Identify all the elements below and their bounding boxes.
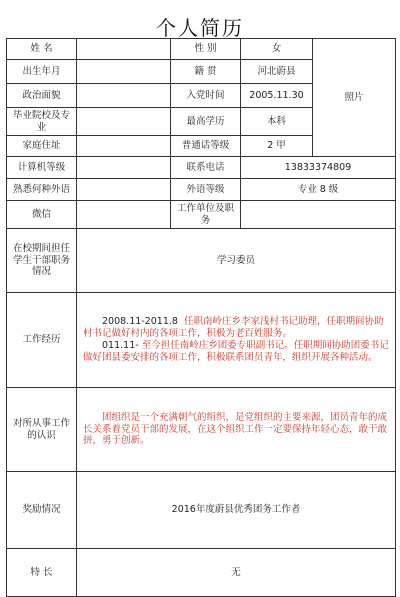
foreign-level-label: 外语等级	[171, 179, 241, 201]
work-period-2-date: 011.11-	[102, 340, 139, 351]
gender-label: 性 别	[171, 39, 241, 60]
address-value	[77, 136, 171, 157]
education-value: 本科	[241, 108, 313, 136]
page-title: 个人简历	[156, 16, 244, 40]
name-label: 姓 名	[7, 39, 77, 60]
work-experience-content	[77, 293, 396, 388]
address-label: 家庭住址	[7, 136, 77, 157]
understanding-label: 对所从事工作的认识	[7, 388, 77, 472]
understanding-text: 团组织是一个充满朝气的组织，是党组织的主要来源，团员青年的成长关系着党员干部的发展，在这个组织工作一定要保持年轻心态，敢干敢拼，勇于创新。	[83, 411, 388, 447]
party-date-value: 2005.11.30	[241, 84, 313, 108]
student-cadre-value: 学习委员	[77, 229, 396, 293]
wechat-label: 微信	[7, 201, 77, 229]
birth-label: 出生年月	[7, 60, 77, 84]
foreign-lang-value	[77, 179, 171, 201]
specialty-value: 无	[77, 549, 396, 597]
row-work-experience	[7, 293, 396, 388]
work-experience-label: 工作经历	[7, 293, 77, 388]
school-value	[77, 108, 171, 136]
row-computer	[7, 157, 396, 179]
mandarin-label: 普通话等级	[171, 136, 241, 157]
party-date-label: 入党时间	[171, 84, 241, 108]
name-value	[77, 39, 171, 60]
computer-value	[77, 157, 171, 179]
phone-label: 联系电话	[171, 157, 241, 179]
wechat-value	[77, 201, 171, 229]
resume-table	[6, 38, 396, 597]
specialty-label: 特 长	[7, 549, 77, 597]
work-unit-value	[241, 201, 396, 229]
foreign-lang-label: 熟悉何种外语	[7, 179, 77, 201]
row-name	[7, 39, 396, 60]
student-cadre-label: 在校期间担任学生干部职务情况	[7, 229, 77, 293]
phone-value: 13833374809	[241, 157, 396, 179]
row-foreign	[7, 179, 396, 201]
understanding-content	[77, 388, 396, 472]
education-label: 最高学历	[171, 108, 241, 136]
work-period-2-text: 至今担任南岭庄乡团委专职副书记。任职期间协助团委书记做好团县委安排的各项工作，积极联系团员青年，组织开展各种活动。	[83, 340, 389, 363]
row-specialty	[7, 549, 396, 597]
row-understanding	[7, 388, 396, 472]
work-experience-paragraph-1	[83, 316, 389, 340]
mandarin-value: 2 甲	[241, 136, 313, 157]
row-student-cadre	[7, 229, 396, 293]
political-label: 政治面貌	[7, 84, 77, 108]
origin-value: 河北蔚县	[241, 60, 313, 84]
row-wechat	[7, 201, 396, 229]
work-experience-paragraph-2	[83, 340, 389, 364]
school-label: 毕业院校及专业	[7, 108, 77, 136]
political-value	[77, 84, 171, 108]
foreign-level-value: 专业 8 级	[241, 179, 396, 201]
work-unit-label: 工作单位及职务	[171, 201, 241, 229]
awards-value: 2016年度蔚县优秀团务工作者	[77, 472, 396, 549]
work-period-1-text: 任职南岭庄乡李家浅村书记助理，任职期间协助村书记做好村内的各项工作，积极为老百姓服务。	[83, 316, 384, 340]
photo-cell: 照片	[313, 39, 396, 157]
origin-label: 籍 贯	[171, 60, 241, 84]
row-awards	[7, 472, 396, 549]
awards-label: 奖励情况	[7, 472, 77, 549]
computer-label: 计算机等级	[7, 157, 77, 179]
birth-value	[77, 60, 171, 84]
gender-value: 女	[241, 39, 313, 60]
work-period-1-date: 2008.11-2011.8	[102, 316, 178, 328]
